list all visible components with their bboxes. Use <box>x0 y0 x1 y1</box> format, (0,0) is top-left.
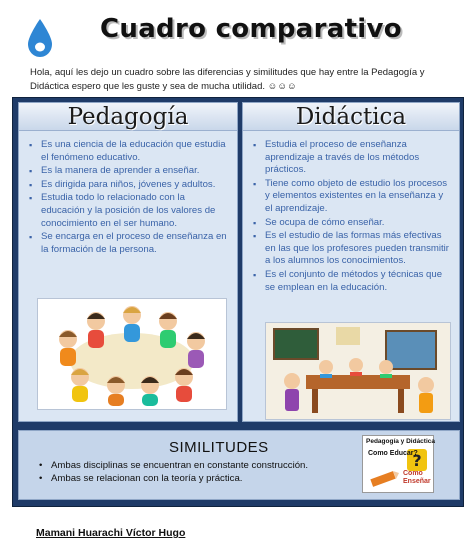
badge-line-1: Como Educar? <box>368 450 418 457</box>
svg-text:?: ? <box>412 451 422 470</box>
list-item: • Ambas se relacionan con la teoría y práctica. <box>37 472 308 485</box>
pencil-icon <box>369 469 399 489</box>
document-title: Cuadro comparativo <box>100 14 402 44</box>
didactica-column <box>242 102 460 422</box>
list-item: ▪ Es dirigida para niños, jóvenes y adultos. <box>29 179 231 192</box>
children-circle-illustration <box>37 298 227 410</box>
water-drop-icon <box>26 18 54 58</box>
pedagogia-header <box>19 103 237 131</box>
list-item: ▪ Es el conjunto de métodos y técnicas que se emplean en la educación. <box>253 269 453 294</box>
list-item: ▪ Se ocupa de cómo enseñar. <box>253 217 453 230</box>
badge-line-2: Como Enseñar <box>403 470 431 485</box>
comparison-panel <box>12 97 464 507</box>
similitudes-section <box>18 430 460 500</box>
didactica-list <box>243 131 459 294</box>
similitudes-heading: SIMILITUDES <box>169 439 269 456</box>
badge-title: Pedagogía y Didáctica <box>366 438 435 445</box>
author-name: Mamani Huarachi Víctor Hugo <box>36 527 186 539</box>
list-item: ▪ Es el estudio de las formas más efectivas en las que los profesores pueden transmitir a los alumnos los conocimientos. <box>253 230 453 268</box>
pedagogia-heading: Pedagogía <box>67 104 189 130</box>
list-item: ▪ Se encarga en el proceso de enseñanza en la formación de la persona. <box>29 231 231 256</box>
list-item: • Ambas disciplinas se encuentran en constante construcción. <box>37 459 308 472</box>
classroom-illustration <box>265 322 451 420</box>
list-item: ▪ Es la manera de aprender a enseñar. <box>29 165 231 178</box>
list-item: ▪ Es una ciencia de la educación que estudia el fenómeno educativo. <box>29 139 231 164</box>
list-item: ▪ Estudia el proceso de enseñanza aprendizaje a través de los métodos prácticos. <box>253 139 453 177</box>
didactica-header <box>243 103 459 131</box>
similitudes-list <box>37 459 308 485</box>
list-item: ▪ Estudia todo lo relacionado con la educación y la posición de los valores de conocimiento en el ser humano. <box>29 192 231 230</box>
intro-text: Hola, aquí les dejo un cuadro sobre las diferencias y similitudes que hay entre la Pedagogía y Didáctica espero que les guste y sea de mucha utilidad. ☺☺☺ <box>30 67 425 92</box>
pedagogia-list <box>19 131 237 256</box>
didactica-heading: Didáctica <box>295 104 407 130</box>
list-item: ▪ Tiene como objeto de estudio los procesos y elementos existentes en la enseñanza y el aprendizaje. <box>253 178 453 216</box>
pedagogia-column <box>18 102 238 422</box>
pedagogy-didactics-badge <box>362 435 434 493</box>
